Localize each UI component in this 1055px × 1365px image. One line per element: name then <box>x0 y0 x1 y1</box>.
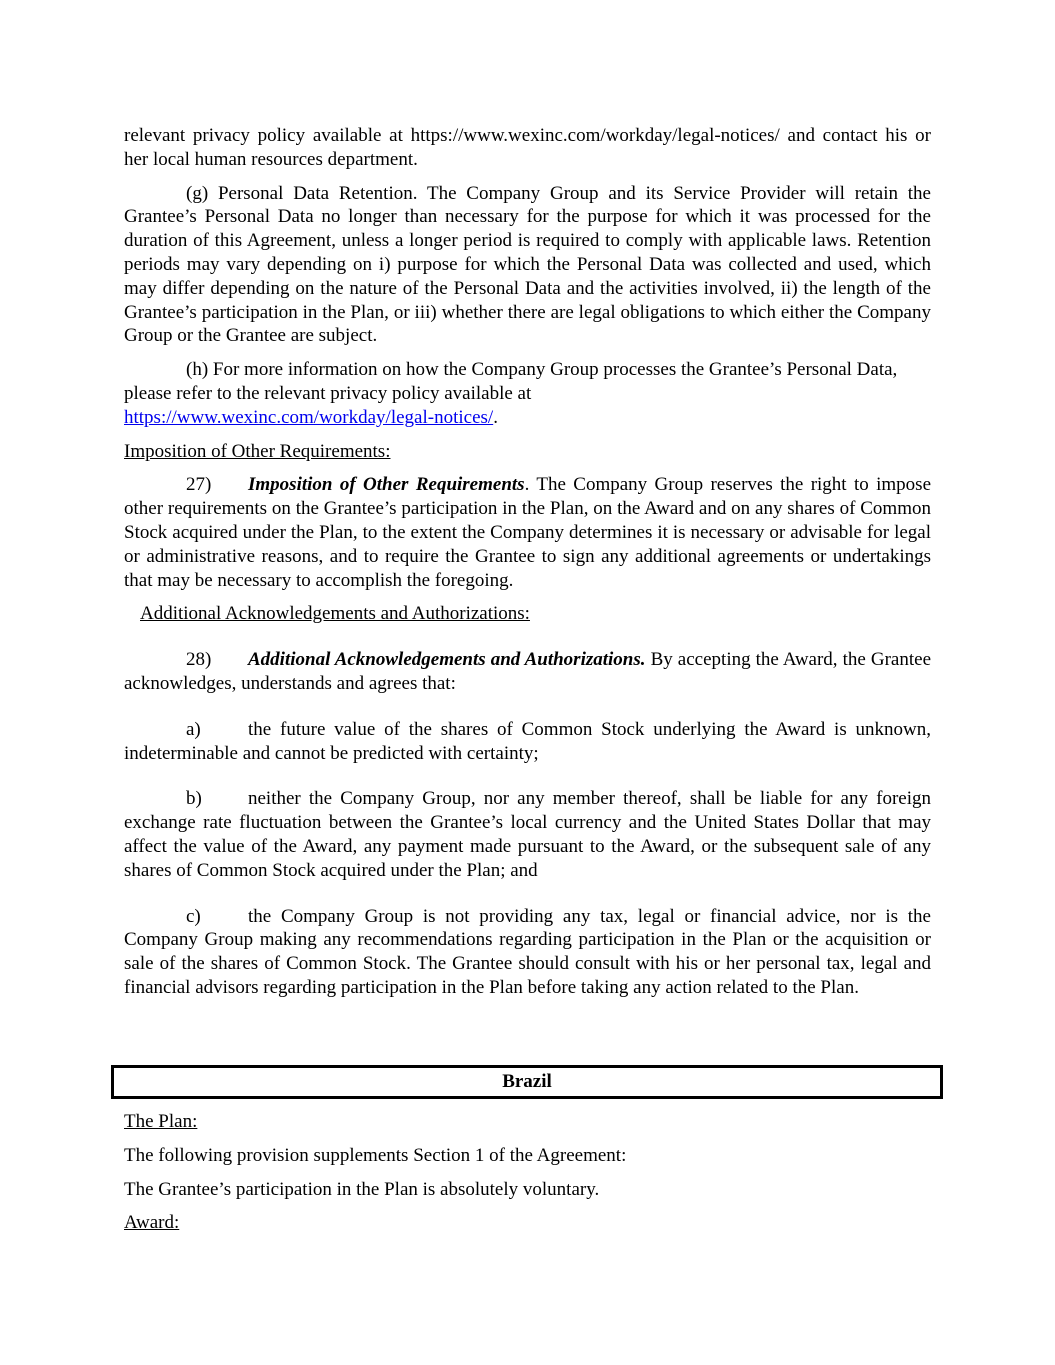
section-28 <box>124 648 931 696</box>
item-c-number: c) <box>186 905 201 927</box>
section-h-more-info <box>124 358 931 429</box>
country-header-brazil: Brazil <box>111 1065 943 1099</box>
legal-notices-link[interactable]: https://www.wexinc.com/workday/legal-notices/ <box>124 406 494 428</box>
item-b-number: b) <box>186 788 202 810</box>
section-g-retention: (g) Personal Data Retention. The Company Group and its Service Provider will retain the Grantee’s Personal Data no longer than necessary for the purpose for which it was processed for the duration of this Agreement, unless a longer period is required to comply with applicable laws. Retention periods may vary depending on i) purpose for which the Personal Data was collected and used, which may differ depending on the nature of the Personal Data and the activities involved, ii) the length of the Grantee’s participation in the Plan, or iii) whether there are legal obligations to which either the Company Group or the Grantee are subject. <box>124 182 931 347</box>
plan-supplement-text: The following provision supplements Section 1 of the Agreement: <box>124 1144 627 1166</box>
section-28-title: Additional Acknowledgements and Authorizations. <box>248 649 646 671</box>
heading-acknowledgements: Additional Acknowledgements and Authorizations: <box>140 603 530 625</box>
section-28-number: 28) <box>186 649 212 671</box>
section-27-number: 27) <box>186 474 212 496</box>
heading-acknowledgements-wrap <box>124 602 931 626</box>
item-a-number: a) <box>186 718 201 740</box>
item-b <box>124 787 931 882</box>
item-a <box>124 718 931 766</box>
section-h-text: (h) For more information on how the Company Group processes the Grantee’s Personal Data, please refer to the relevant privacy policy available at <box>124 359 898 404</box>
section-27 <box>124 473 931 592</box>
voluntary-participation-text: The Grantee’s participation in the Plan is absolutely voluntary. <box>124 1178 600 1200</box>
section-h-end: . <box>493 406 498 428</box>
item-c <box>124 905 931 1000</box>
heading-other-requirements: Imposition of Other Requirements: <box>124 440 391 462</box>
item-a-text: the future value of the shares of Common Stock underlying the Award is unknown, indeterminable and cannot be predicted with certainty; <box>124 718 931 764</box>
section-28-text: By accepting the Award, the Grantee acknowledges, understands and agrees that: <box>124 649 931 694</box>
heading-the-plan: The Plan: <box>124 1111 198 1132</box>
item-b-text: neither the Company Group, nor any member thereof, shall be liable for any foreign exchange rate fluctuation between the Grantee’s local currency and the United States Dollar that may affect the value of the Award, any payment made pursuant to the Award, or the subsequent sale of any shares of Common Stock acquired under the Plan; and <box>124 788 931 881</box>
privacy-continuation: relevant privacy policy available at https://www.wexinc.com/workday/legal-notices/ and contact his or her local human resources department. <box>124 125 931 170</box>
heading-award: Award: <box>124 1212 180 1234</box>
document-page <box>124 124 931 1000</box>
section-27-title: Imposition of Other Requirements <box>248 474 525 496</box>
brazil-section <box>124 1110 931 1235</box>
section-27-text: . The Company Group reserves the right to impose other requirements on the Grantee’s participation in the Plan, on the Award and on any shares of Common Stock acquired under the Plan, to the extent the Company determines it is necessary or advisable for legal or administrative reasons, and to require the Grantee to sign any additional agreements or undertakings that may be necessary to accomplish the foregoing. <box>124 474 932 591</box>
item-c-text: the Company Group is not providing any tax, legal or financial advice, nor is the Company Group making any recommendations regarding participation in the Plan or the acquisition or sale of the shares of Common Stock. The Grantee should consult with his or her personal tax, legal and financial advisors regarding participation in the Plan before taking any action related to the Plan. <box>124 905 931 998</box>
